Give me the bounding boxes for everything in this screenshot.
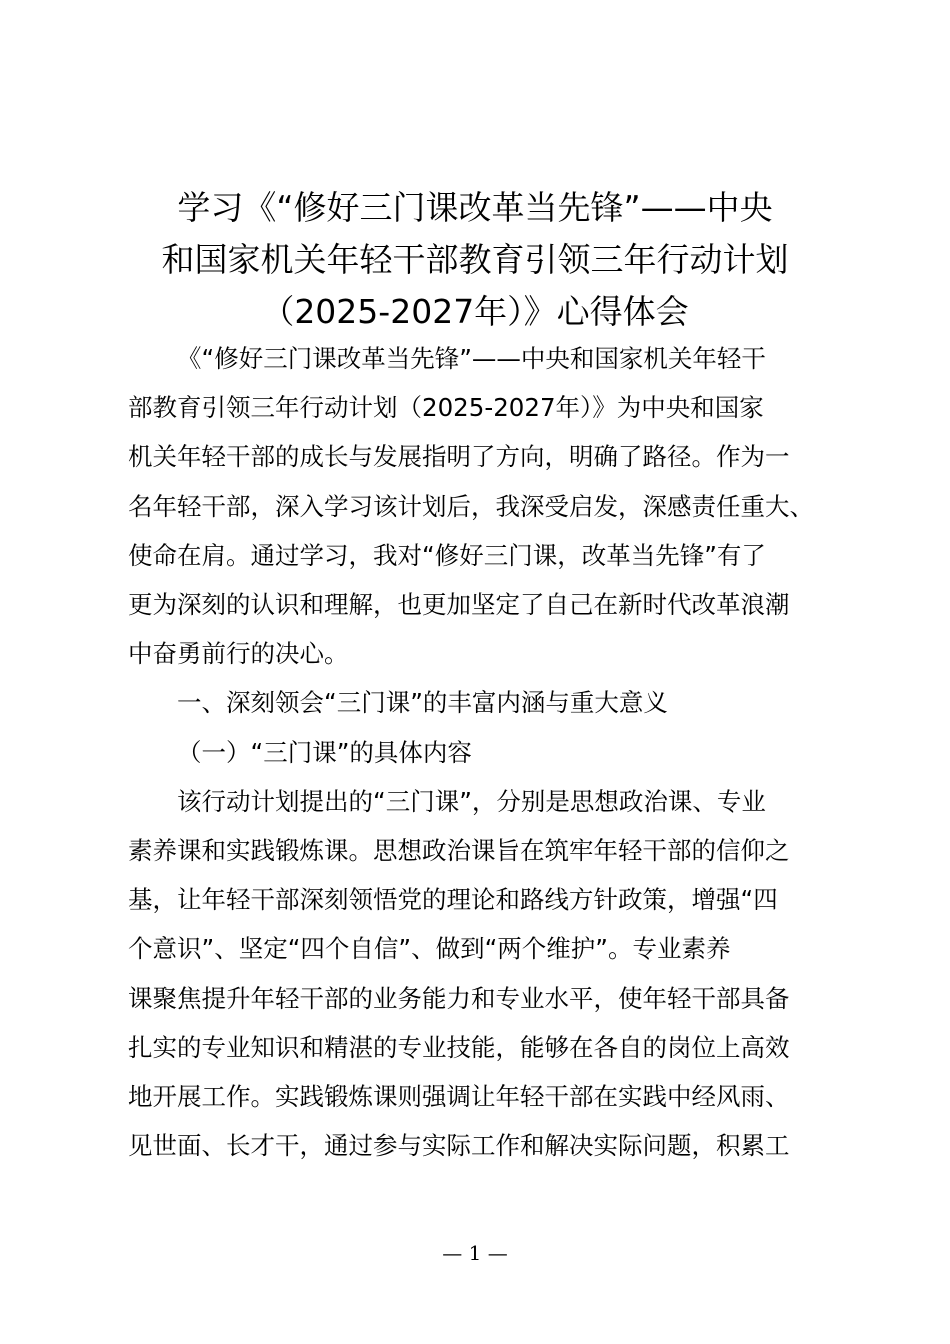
content-paragraph (128, 777, 836, 1171)
paragraph-line: 课聚焦提升年轻干部的业务能力和专业水平，使年轻干部具备 (128, 983, 790, 1013)
paragraph-line: 《“修好三门课改革当先锋”——中央和国家机关年轻干 (177, 344, 766, 373)
title-line: （2025-2027年）》心得体会 (261, 292, 689, 331)
paragraph-line: 见世面、长才干，通过参与实际工作和解决实际问题，积累工 (128, 1131, 790, 1161)
paragraph-line: 地开展工作。实践锻炼课则强调让年轻干部在实践中经风雨、 (128, 1082, 790, 1112)
section-heading: 一、深刻领会“三门课”的丰富内涵与重大意义 (177, 688, 668, 718)
paragraph-line: 素养课和实践锻炼课。思想政治课旨在筑牢年轻干部的信仰之 (128, 836, 790, 866)
paragraph-line: 该行动计划提出的“三门课”，分别是思想政治课、专业 (177, 786, 766, 816)
paragraph-line: 基，让年轻干部深刻领悟党的理论和路线方针政策，增强“四 (128, 885, 778, 915)
paragraph-line: 名年轻干部，深入学习该计划后，我深受启发，深感责任重大、 (128, 491, 814, 521)
paragraph-line: 部教育引领三年行动计划（2025-2027年）》为中央和国家 (128, 393, 764, 423)
title-line: 学习《“修好三门课改革当先锋”——中央 (177, 188, 773, 227)
page-number: — 1 — (442, 1241, 508, 1265)
paragraph-line: 使命在肩。通过学习，我对“修好三门课，改革当先锋”有了 (128, 540, 766, 570)
paragraph-line: 更为深刻的认识和理解，也更加坚定了自己在新时代改革浪潮 (128, 590, 790, 620)
paragraph-line: 中奋勇前行的决心。 (128, 639, 349, 669)
document-title (100, 182, 850, 338)
paragraph-line: 个意识”、坚定“四个自信”、做到“两个维护”。专业素养 (128, 934, 731, 964)
paragraph-line: 机关年轻干部的成长与发展指明了方向，明确了路径。作为一 (128, 442, 790, 472)
title-line: 和国家机关年轻干部教育引领三年行动计划 (161, 240, 789, 279)
intro-paragraph (128, 334, 836, 678)
document-body (128, 334, 836, 1170)
paragraph-line: 扎实的专业知识和精湛的专业技能，能够在各自的岗位上高效 (128, 1032, 790, 1062)
subsection-heading: （一）“三门课”的具体内容 (177, 737, 472, 767)
